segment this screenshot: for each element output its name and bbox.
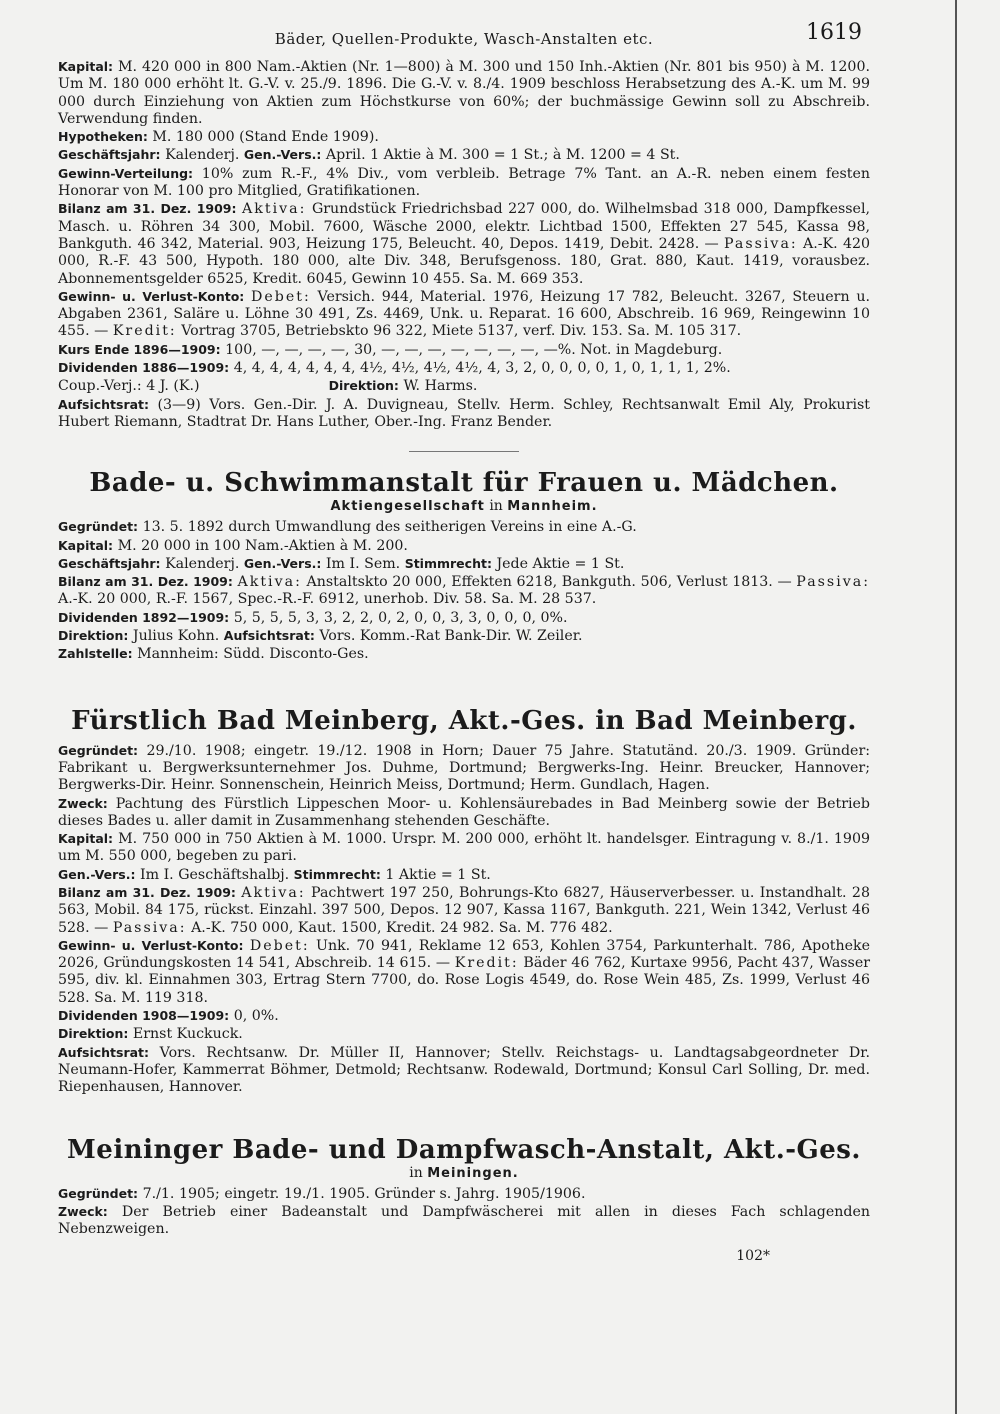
genvers-text: Im I. Sem. — [325, 555, 401, 572]
dividenden-label: Dividenden 1886—1909: — [58, 360, 230, 376]
passiva-word: Passiva: — [112, 919, 187, 936]
genvers-text: Im I. Geschäftshalbj. — [140, 866, 290, 883]
passiva-word: Passiva: — [723, 235, 798, 252]
guv-label: Gewinn- u. Verlust-Konto: — [58, 288, 245, 304]
kapital-text: M. 20 000 in 100 Nam.-Aktien à M. 200. — [117, 537, 408, 554]
zahlstelle-paragraph — [58, 645, 870, 663]
gewinnverteilung-text: 10% zum R.-F., 4% Div., vom verbleib. Betrage 7% Tant. an A.-R. neben einem festen Honorar von M. 100 pro Mitglied, Gratifikationen. — [58, 165, 870, 200]
direktion-label: Direktion: — [328, 378, 399, 394]
passiva-word: Passiva: — [796, 574, 871, 591]
geschaeftsjahr-text: Kalenderj. — [165, 147, 240, 164]
kredit-text: Vortrag 3705, Betriebskto 96 322, Miete 5137, verf. Div. 153. Sa. M. 105 317. — [181, 323, 742, 340]
geschaeftsjahr-paragraph — [58, 146, 870, 164]
aktiva-text: Anstaltskto 20 000, Effekten 6218, Bankguth. 506, Verlust 1813. — — [306, 574, 792, 591]
direktion-label: Direktion: — [58, 1026, 129, 1042]
aufsichtsrat-label: Aufsichtsrat: — [58, 396, 150, 412]
aufsichtsrat-text: Vors. Rechtsanw. Dr. Müller II, Hannover; Stellv. Reichstags- u. Landtagsabgeordneter Dr. Neumann-Hofer, Kammerrat Böhmer, Detmold; Rechtsanw. Rodewald, Dortmund; Konsul Carl Solling, Dr. med. Riepenhausen, Hannover. — [58, 1044, 871, 1096]
aktiva-word: Aktiva: — [237, 574, 302, 591]
hypotheken-paragraph — [58, 128, 870, 146]
kapital-paragraph — [58, 58, 870, 128]
gewinnverteilung-paragraph — [58, 165, 870, 201]
direktion-text: W. Harms. — [403, 378, 478, 395]
bilanz-label: Bilanz am 31. Dez. 1909: — [58, 201, 237, 217]
kredit-word: Kredit: — [112, 323, 177, 340]
zahlstelle-label: Zahlstelle: — [58, 646, 133, 662]
debet-text: Versich. 944, Material. 1976, Heizung 17 782, Beleucht. 3267, Steuern u. Abgaben 2361, Saläre u. Löhne 30 491, Zs. 4469, Unk. u. Reparat. 16 600, Abschreib. 16 969, Reingewinn 10 455. — — [58, 288, 870, 340]
kapital-label: Kapital: — [58, 537, 114, 553]
aufsichtsrat-paragraph — [58, 396, 870, 432]
geschaeftsjahr-paragraph — [58, 555, 870, 573]
genvers-label: Gen.-Vers.: — [58, 866, 136, 882]
kapital-paragraph — [58, 830, 870, 866]
geschaeftsjahr-text: Kalenderj. — [165, 555, 240, 572]
aktiva-word: Aktiva: — [241, 884, 306, 901]
aufsichtsrat-label: Aufsichtsrat: — [223, 628, 315, 644]
section-continued-entry — [58, 58, 870, 431]
gegruendet-paragraph — [58, 742, 870, 795]
debet-text: Unk. 70 941, Reklame 12 653, Kohlen 3754, Parkunterhalt. 786, Apotheke 2026, Gründungskosten 14 541, Abschreib. 14 615. — — [58, 937, 871, 972]
company-title: Bade- u. Schwimmanstalt für Frauen u. Mädchen. — [89, 468, 839, 499]
company-title: Meininger Bade- und Dampfwasch-Anstalt, Akt.-Ges. — [67, 1134, 861, 1165]
bilanz-label: Bilanz am 31. Dez. 1909: — [58, 574, 233, 590]
company-type: Aktiengesellschaft — [330, 499, 485, 515]
passiva-text: A.-K. 750 000, Kaut. 1500, Kredit. 24 982. Sa. M. 776 482. — [191, 919, 613, 936]
aufsichtsrat-text: (3—9) Vors. Gen.-Dir. J. A. Duvigneau, Stellv. Herm. Schley, Rechtsanwalt Emil Aly, Prokurist Hubert Riemann, Stadtrat Dr. Hans Luther, Ober.-Ing. Franz Bender. — [58, 396, 870, 430]
kapital-text: M. 750 000 in 750 Aktien à M. 1000. Urspr. M. 200 000, erhöht lt. handelsger. Eintragung v. 8./1. 1909 um M. 550 000, begeben zu pari. — [58, 831, 871, 865]
page-number: 1619 — [806, 20, 862, 45]
stimmrecht-label: Stimmrecht: — [293, 866, 381, 882]
zweck-text: Pachtung des Fürstlich Lippeschen Moor- u. Kohlensäurebades in Bad Meinberg sowie der Betrieb dieses Bades u. aller damit in Zusammenhang stehenden Geschäfte. — [58, 795, 870, 829]
kurs-paragraph — [58, 341, 870, 359]
hypotheken-label: Hypotheken: — [58, 129, 148, 145]
signature-mark: 102* — [736, 1248, 770, 1265]
aktiva-text: Pachtwert 197 250, Bohrungs-Kto 6827, Häuserverbesser. u. Instandhalt. 28 563, Mobil. 84 175, rückst. Einzahl. 397 500, Depos. 12 907, Kassa 1167, Bankguth. 221, Wein 1342, Verlust 46 528. — — [58, 884, 870, 936]
company-title: Fürstlich Bad Meinberg, Akt.-Ges. in Bad Meinberg. — [71, 705, 857, 736]
gegruendet-label: Gegründet: — [58, 742, 139, 758]
dividenden-paragraph — [58, 1007, 870, 1025]
bilanz-paragraph — [58, 200, 870, 287]
company-subtitle — [58, 1165, 870, 1181]
aktiva-word: Aktiva: — [242, 201, 307, 218]
direktion-paragraph — [58, 1025, 870, 1043]
zweck-label: Zweck: — [58, 1203, 108, 1219]
gegruendet-label: Gegründet: — [58, 1185, 139, 1201]
kapital-label: Kapital: — [58, 59, 114, 74]
geschaeftsjahr-label: Geschäftsjahr: — [58, 147, 161, 163]
company-city: Mannheim. — [507, 499, 598, 515]
gewinnverteilung-label: Gewinn-Verteilung: — [58, 165, 194, 181]
debet-word: Debet: — [249, 937, 310, 954]
subtitle-in: in — [489, 498, 503, 515]
bilanz-paragraph — [58, 573, 870, 609]
company-city: Meiningen. — [427, 1165, 519, 1181]
subtitle-in: in — [409, 1164, 423, 1181]
guv-paragraph — [58, 288, 870, 341]
zweck-paragraph — [58, 795, 870, 831]
kurs-text: 100, —, —, —, —, 30, —, —, —, —, —, —, —, —%. Not. in Magdeburg. — [225, 341, 723, 358]
dividenden-paragraph — [58, 609, 870, 627]
gegruendet-text: 29./10. 1908; eingetr. 19./12. 1908 in Horn; Dauer 75 Jahre. Statutänd. 20./3. 1909. Gründer: Fabrikant u. Bergwerksunternehmer Jos. Duhme, Dortmund; Bergwerks-Ing. Heinr. Breucker, Hannover; Bergwerks-Dir. Heinr. Sonnenschein, Heinrich Meiss, Dortmund; Herm. Gundlach, Hagen. — [58, 742, 871, 794]
hypotheken-text: M. 180 000 (Stand Ende 1909). — [152, 129, 379, 146]
dividenden-label: Dividenden 1908—1909: — [58, 1008, 230, 1024]
dividenden-text: 5, 5, 5, 5, 3, 3, 2, 2, 0, 2, 0, 0, 3, 3, 0, 0, 0, 0%. — [233, 609, 568, 626]
company-subtitle — [58, 498, 870, 514]
guv-label: Gewinn- u. Verlust-Konto: — [58, 937, 244, 953]
page-edge-rule — [955, 0, 957, 1414]
running-header — [58, 20, 870, 58]
genvers-paragraph — [58, 866, 870, 884]
dividenden-label: Dividenden 1892—1909: — [58, 609, 230, 625]
aufsichtsrat-paragraph — [58, 1044, 870, 1097]
kapital-label: Kapital: — [58, 831, 114, 847]
kapital-paragraph — [58, 537, 870, 555]
aktiva-text: Grundstück Friedrichsbad 227 000, do. Wilhelmsbad 318 000, Dampfkessel, Masch. u. Röhren 34 300, Mobil. 7600, Wäsche 2000, elektr. Lichtbad 1500, Effekten 27 545, Kassa 98, Bankguth. 46 342, Material. 903, Heizung 175, Beleucht. 40, Depos. 1419, Debit. 2428. — — [58, 201, 870, 252]
zahlstelle-text: Mannheim: Südd. Disconto-Ges. — [137, 646, 369, 663]
bilanz-paragraph — [58, 884, 870, 937]
page-content — [58, 20, 870, 1264]
dividenden-text: 0, 0%. — [233, 1008, 279, 1025]
genvers-text: April. 1 Aktie à M. 300 = 1 St.; à M. 1200 = 4 St. — [325, 147, 680, 164]
stimmrecht-text: 1 Aktie = 1 St. — [385, 866, 491, 883]
coup-text: Coup.-Verj.: 4 J. (K.) — [58, 378, 200, 395]
kapital-text: M. 420 000 in 800 Nam.-Aktien (Nr. 1—800) à M. 300 und 150 Inh.-Aktien (Nr. 801 bis 950) à M. 1200. Um M. 180 000 erhöht lt. G.-V. v. 25./9. 1896. Die G.-V. v. 8./4. 1909 beschloss Herabsetzung des A.-K. um M. 99 000 durch Einziehung von Aktien zum Höchstkurse von 60%; der buchmässige Gewinn soll zu Abschreib. Verwendung finden. — [58, 59, 870, 127]
aufsichtsrat-label: Aufsichtsrat: — [58, 1044, 150, 1060]
kredit-word: Kredit: — [454, 955, 519, 972]
gegruendet-paragraph — [58, 1185, 870, 1203]
guv-paragraph — [58, 937, 870, 1007]
gegruendet-text: 7./1. 1905; eingetr. 19./1. 1905. Gründer s. Jahrg. 1905/1906. — [142, 1185, 586, 1202]
genvers-label: Gen.-Vers.: — [243, 147, 322, 163]
dividenden-text: 4, 4, 4, 4, 4, 4, 4, 4½, 4½, 4½, 4½, 4, 3, 2, 0, 0, 0, 0, 1, 0, 1, 1, 1, 2%. — [233, 360, 731, 377]
company-entry-mannheim — [58, 468, 870, 663]
geschaeftsjahr-label: Geschäftsjahr: — [58, 555, 161, 571]
direktion-label: Direktion: — [58, 628, 129, 644]
direktion-text: Ernst Kuckuck. — [132, 1026, 243, 1043]
company-entry-bad-meinberg — [58, 706, 870, 1097]
header-title: Bäder, Quellen-Produkte, Wasch-Anstalten etc. — [274, 30, 654, 48]
kurs-label: Kurs Ende 1896—1909: — [58, 341, 221, 357]
direktion-paragraph — [58, 627, 870, 645]
zweck-text: Der Betrieb einer Badeanstalt und Dampfwäscherei mit allen in dieses Fach schlagenden Nebenzweigen. — [58, 1203, 871, 1238]
gegruendet-text: 13. 5. 1892 durch Umwandlung des seitherigen Vereins in eine A.-G. — [142, 519, 637, 536]
gegruendet-paragraph — [58, 518, 870, 536]
bilanz-label: Bilanz am 31. Dez. 1909: — [58, 884, 236, 900]
zweck-paragraph — [58, 1203, 870, 1239]
direktion-text: Julius Kohn. — [132, 628, 220, 645]
passiva-text: A.-K. 420 000, R.-F. 43 500, Hypoth. 180 000, alte Div. 348, Berufsgenoss. 180, Grat. 880, Kaut. 1419, vorausbez. Abonnementsgelder 6525, Kredit. 6045, Gewinn 10 455. Sa. M. 669 353. — [58, 235, 871, 287]
zweck-label: Zweck: — [58, 795, 108, 811]
section-divider — [409, 451, 519, 452]
company-entry-meiningen — [58, 1135, 870, 1239]
gegruendet-label: Gegründet: — [58, 519, 139, 535]
stimmrecht-text: Jede Aktie = 1 St. — [496, 555, 625, 572]
dividenden-paragraph — [58, 359, 870, 377]
coup-direktion-paragraph — [58, 377, 870, 395]
kredit-text: Bäder 46 762, Kurtaxe 9956, Pacht 437, Wasser 595, div. kl. Einnahmen 303, Ertrag Stern 7700, do. Rose Logis 4549, do. Rose Wein 485, Zs. 1999, Verlust 46 528. Sa. M. 119 318. — [58, 955, 871, 1006]
aufsichtsrat-text: Vors. Komm.-Rat Bank-Dir. W. Zeiler. — [319, 628, 583, 645]
debet-word: Debet: — [251, 288, 311, 305]
genvers-label: Gen.-Vers.: — [243, 555, 322, 571]
passiva-text: A.-K. 20 000, R.-F. 1567, Spec.-R.-F. 6912, unerhob. Div. 58. Sa. M. 28 537. — [58, 591, 597, 608]
stimmrecht-label: Stimmrecht: — [404, 555, 492, 571]
